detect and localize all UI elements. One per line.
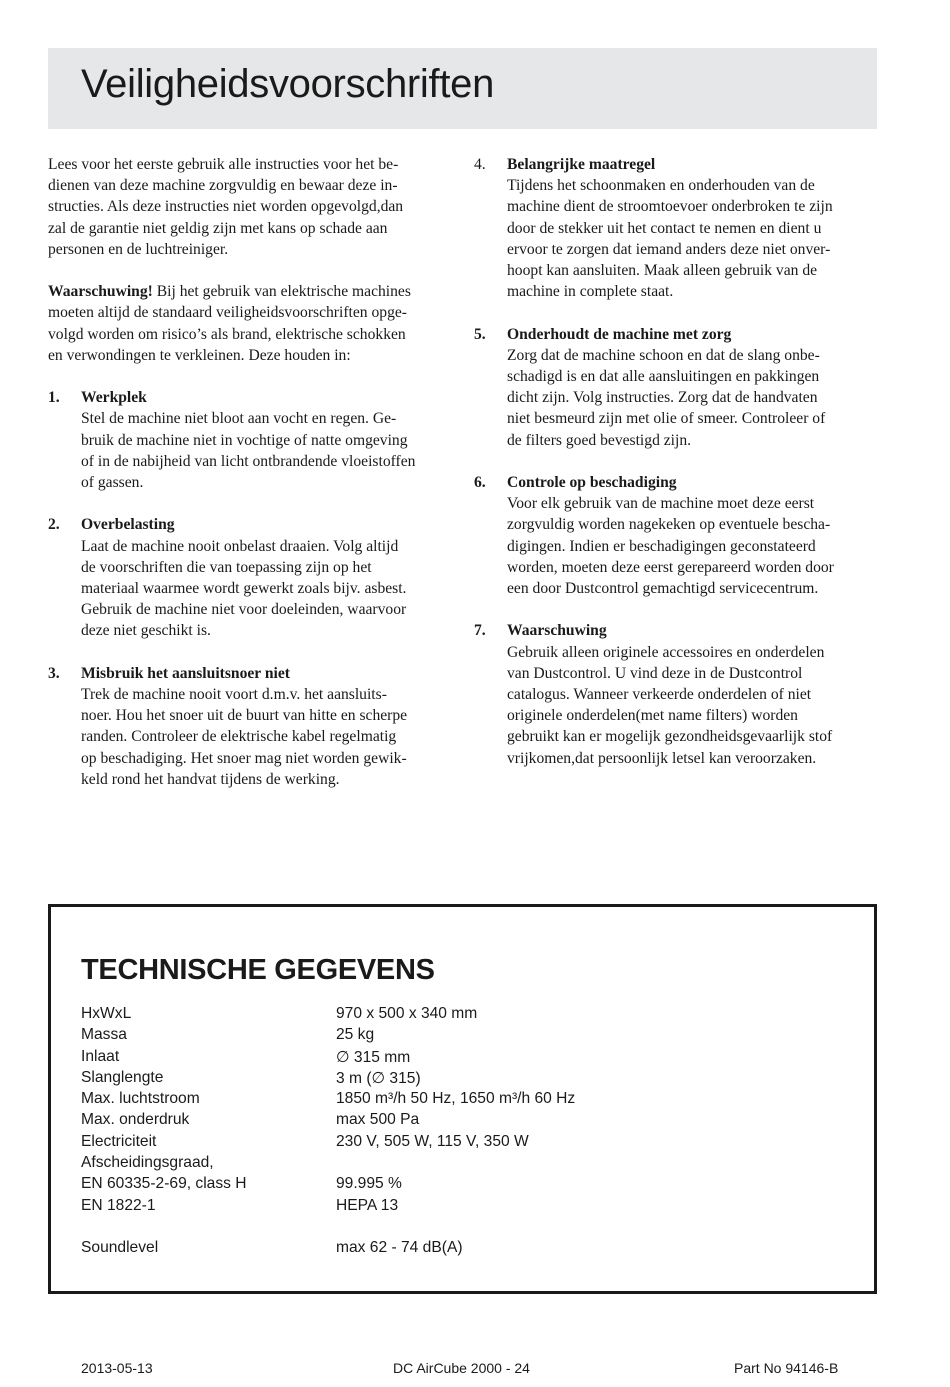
rule-line: noer. Hou het snoer uit de buurt van hitte en scherpe <box>81 707 408 725</box>
rule-line: originele onderdelen(met name filters) worden <box>507 707 798 725</box>
spec-row <box>81 1133 575 1154</box>
spec-value: 99.995 % <box>336 1175 402 1193</box>
rule-line: Voor elk gebruik van de machine moet deze eerst <box>507 495 815 513</box>
warning-line: moeten altijd de standaard veiligheidsvoorschriften opge- <box>48 304 407 322</box>
footer-part-number: Part No 94146-B <box>734 1360 839 1376</box>
spec-label: Electriciteit <box>81 1132 157 1150</box>
rule-title: Belangrijke maatregel <box>507 156 656 173</box>
spec-row <box>81 1197 575 1218</box>
rule-title: Werkplek <box>81 389 147 407</box>
spec-label: Slanglengte <box>81 1068 164 1086</box>
rule-number: 2. <box>48 516 60 534</box>
left-column <box>48 154 454 811</box>
rule-line: door de stekker uit het contact te nemen en dient u <box>507 219 822 237</box>
footer-document-title: DC AirCube 2000 - 24 <box>393 1360 530 1376</box>
rule-line: deze niet geschikt is. <box>81 622 211 640</box>
rule-line: van Dustcontrol. U vind deze in de Dustcontrol <box>507 664 803 682</box>
intro-line: dienen van deze machine zorgvuldig en bewaar deze in- <box>48 177 398 195</box>
rule-item <box>474 620 874 768</box>
spec-label: Soundlevel <box>81 1239 159 1257</box>
rule-line: een door Dustcontrol gemachtigd servicecentrum. <box>507 580 819 598</box>
spec-label <box>81 1218 336 1239</box>
rule-line: Laat de machine nooit onbelast draaien. Volg altijd <box>81 537 399 555</box>
rule-item <box>474 154 874 302</box>
rule-line: of in de nabijheid van licht ontbrandende vloeistoffen <box>81 452 416 470</box>
rule-number: 7. <box>474 622 486 640</box>
rule-line: Trek de machine nooit voort d.m.v. het aansluits- <box>81 686 387 704</box>
intro-paragraph <box>48 154 454 260</box>
spec-label: HxWxL <box>81 1005 132 1022</box>
spec-value: HEPA 13 <box>336 1196 399 1214</box>
spec-label: Max. luchtstroom <box>81 1090 200 1108</box>
spec-row <box>81 1048 575 1069</box>
spec-label: EN 1822-1 <box>81 1196 156 1214</box>
spec-row <box>81 1111 575 1132</box>
rule-title: Overbelasting <box>81 516 175 534</box>
warning-line: en verwondingen te verkleinen. Deze houden in: <box>48 346 351 364</box>
spec-row <box>81 1239 575 1260</box>
rule-item <box>48 663 454 790</box>
spec-row <box>81 1218 575 1239</box>
intro-line: Lees voor het eerste gebruik alle instructies voor het be- <box>48 156 399 173</box>
rule-line: randen. Controleer de elektrische kabel regelmatig <box>81 728 397 746</box>
rule-line: de filters goed bevestigd zijn. <box>507 431 692 449</box>
warning-label: Waarschuwing! <box>48 283 153 301</box>
warning-paragraph <box>48 281 454 366</box>
spec-row <box>81 1154 575 1175</box>
spec-value: ∅ 315 mm <box>336 1048 411 1066</box>
rule-line: keld rond het handvat tijdens de werking. <box>81 770 340 788</box>
spec-table-body <box>81 1005 575 1261</box>
spec-value: 3 m (∅ 315) <box>336 1069 421 1087</box>
rule-line: op beschadiging. Het snoer mag niet worden gewik- <box>81 749 407 767</box>
rule-line: zorgvuldig worden nagekeken op eventuele bescha- <box>507 516 831 534</box>
rule-title: Misbruik het aansluitsnoer niet <box>81 664 290 682</box>
spec-label: Massa <box>81 1026 127 1044</box>
rule-number: 6. <box>474 474 486 492</box>
rule-line: Stel de machine niet bloot aan vocht en regen. Ge- <box>81 410 397 428</box>
spec-value <box>336 1218 575 1239</box>
rule-line: Gebruik alleen originele accessoires en onderdelen <box>507 643 825 661</box>
spec-label: EN 60335-2-69, class H <box>81 1175 247 1193</box>
warning-line: volgd worden om risico’s als brand, elektrische schokken <box>48 325 406 343</box>
rule-line: catalogus. Wanneer verkeerde onderdelen of niet <box>507 686 812 704</box>
warning-first-line <box>48 281 454 302</box>
spec-table <box>81 1005 575 1261</box>
rule-line: dicht zijn. Volg instructies. Zorg dat de handvaten <box>507 389 818 407</box>
spec-label: Max. onderdruk <box>81 1111 190 1129</box>
spec-row <box>81 1175 575 1196</box>
technical-data-box <box>48 904 877 1294</box>
intro-line: structies. Als deze instructies niet worden opgevolgd,dan <box>48 198 404 216</box>
right-column <box>474 154 874 790</box>
title-bar <box>48 48 877 129</box>
rule-number: 1. <box>48 389 60 407</box>
rule-line: digingen. Indien er beschadigingen geconstateerd <box>507 537 816 555</box>
rule-line: schadigd is en dat alle aansluitingen en pakkingen <box>507 368 820 386</box>
spec-row <box>81 1005 575 1026</box>
rule-line: of gassen. <box>81 474 144 492</box>
spec-value: 970 x 500 x 340 mm <box>336 1005 478 1022</box>
page-title: Veiligheidsvoorschriften <box>81 62 495 106</box>
spec-row <box>81 1026 575 1047</box>
spec-value: 1850 m³/h 50 Hz, 1650 m³/h 60 Hz <box>336 1090 576 1108</box>
rule-line: machine dient de stroomtoevoer onderbroken te zijn <box>507 198 833 216</box>
technical-data-heading: TECHNISCHE GEGEVENS <box>81 954 435 986</box>
rule-number: 3. <box>48 664 60 682</box>
rule-line: hoopt kan aansluiten. Maak alleen gebruik van de <box>507 262 818 280</box>
rule-number: 5. <box>474 325 486 343</box>
spec-label: Inlaat <box>81 1047 120 1065</box>
rule-line: Zorg dat de machine schoon en dat de slang onbe- <box>507 346 820 364</box>
rule-line: materiaal waarmee wordt gewerkt zoals bijv. asbest. <box>81 580 407 598</box>
rule-line: Tijdens het schoonmaken en onderhouden van de <box>507 177 815 195</box>
spec-label: Afscheidingsgraad, <box>81 1154 214 1172</box>
spec-row <box>81 1090 575 1111</box>
rule-line: gebruikt kan er mogelijk gezondheidsgevaarlijk stof <box>507 728 833 746</box>
spec-value <box>336 1154 575 1175</box>
rule-line: niet besmeurd zijn met olie of smeer. Controleer of <box>507 410 826 428</box>
rule-title: Waarschuwing <box>507 622 607 640</box>
intro-line: zal de garantie niet geldig zijn met kans op schade aan <box>48 219 388 237</box>
spec-value: max 62 - 74 dB(A) <box>336 1239 463 1257</box>
rule-title: Onderhoudt de machine met zorg <box>507 325 732 343</box>
spec-value: 25 kg <box>336 1026 375 1044</box>
spec-value: 230 V, 505 W, 115 V, 350 W <box>336 1132 529 1150</box>
intro-line: personen en de luchtreiniger. <box>48 240 229 258</box>
rule-title: Controle op beschadiging <box>507 474 677 492</box>
rule-number: 4. <box>474 156 486 173</box>
rule-line: bruik de machine niet in vochtige of natte omgeving <box>81 431 408 449</box>
rule-line: de voorschriften die van toepassing zijn op het <box>81 558 372 576</box>
rule-item <box>474 472 874 599</box>
rule-line: vrijkomen,dat persoonlijk letsel kan veroorzaken. <box>507 749 817 767</box>
footer-date: 2013-05-13 <box>81 1360 153 1376</box>
rule-line: machine in complete staat. <box>507 283 674 301</box>
spec-row <box>81 1069 575 1090</box>
rule-line: worden, moeten deze eerst gerepareerd worden door <box>507 558 834 576</box>
rule-item <box>48 514 454 641</box>
rule-line: Gebruik de machine niet voor doeleinden, waarvoor <box>81 601 407 619</box>
warning-first-line-text: Bij het gebruik van elektrische machines <box>152 283 411 301</box>
rule-line: ervoor te zorgen dat iemand anders deze niet onver- <box>507 240 831 258</box>
spec-value: max 500 Pa <box>336 1111 420 1129</box>
rule-item <box>474 324 874 451</box>
rule-item <box>48 387 454 493</box>
